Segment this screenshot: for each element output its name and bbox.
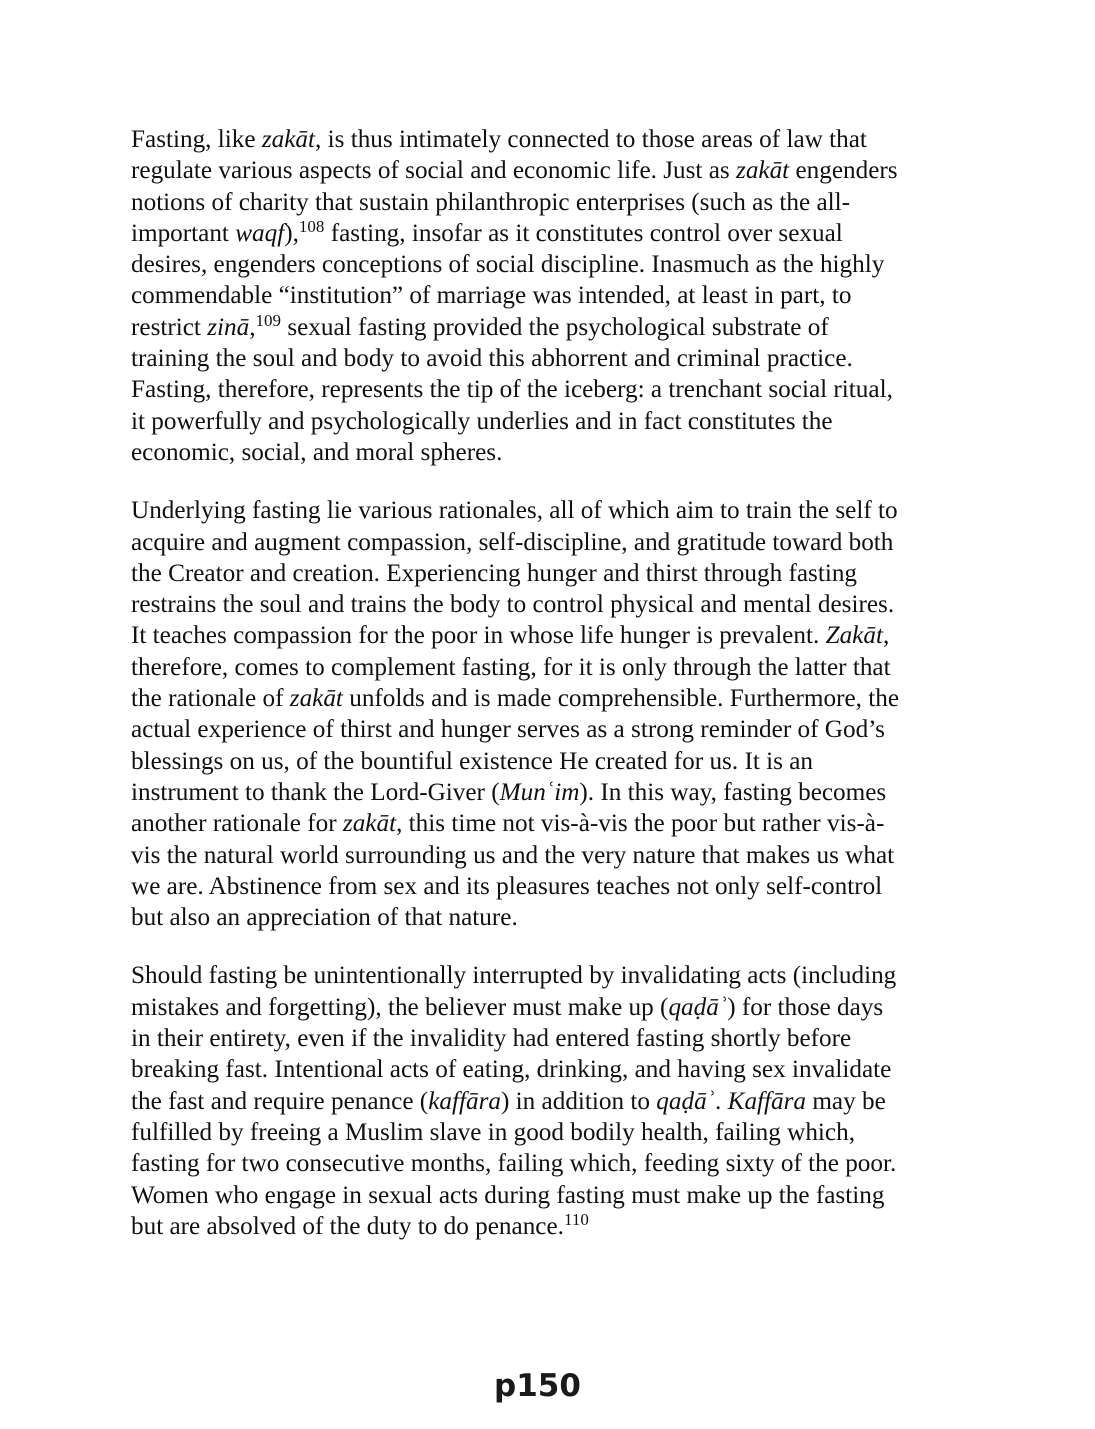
text-run: fulfilled by freeing a Muslim slave in good bodily health, failing which, xyxy=(131,1118,855,1146)
text-run: regulate various aspects of social and economic life. Just as xyxy=(131,157,737,185)
text-run: the Creator and creation. Experiencing hunger and thirst through fasting xyxy=(131,559,858,587)
page-number: p150 xyxy=(494,1368,581,1404)
text-line xyxy=(131,437,965,468)
text-run: ). In this way, fasting becomes xyxy=(579,778,887,806)
text-run: restrict xyxy=(131,313,208,341)
text-run: another rationale for xyxy=(131,810,343,838)
text-line xyxy=(131,1086,965,1117)
text-line xyxy=(131,992,965,1023)
text-line xyxy=(131,777,965,808)
text-line xyxy=(131,558,965,589)
italic-term: zakāt xyxy=(736,157,790,185)
italic-term: kaffāra xyxy=(428,1087,501,1115)
paragraph-3 xyxy=(131,960,965,1242)
text-run: economic, social, and moral spheres. xyxy=(131,438,503,466)
text-line xyxy=(131,1054,965,1085)
text-run: Fasting, like xyxy=(131,126,262,153)
text-run: It teaches compassion for the poor in whose life hunger is prevalent. xyxy=(131,622,826,650)
text-run: in their entirety, even if the invalidity had entered fasting shortly before xyxy=(131,1025,852,1053)
text-line xyxy=(131,840,965,871)
italic-term: zakāt xyxy=(289,685,343,713)
document-body xyxy=(131,124,965,1269)
text-line xyxy=(131,155,965,186)
italic-term: zinā xyxy=(207,313,250,341)
text-run: Women who engage in sexual acts during fasting must make up the fasting xyxy=(131,1181,885,1209)
text-line xyxy=(131,187,965,218)
italic-term: waqf xyxy=(235,219,285,247)
text-line xyxy=(131,1180,965,1211)
text-line xyxy=(131,374,965,405)
italic-term: Kaffāra xyxy=(727,1087,807,1115)
text-run: , xyxy=(249,313,256,341)
text-run: training the soul and body to avoid this abhorrent and criminal practice. xyxy=(131,345,853,373)
text-line xyxy=(131,1023,965,1054)
text-run: may be xyxy=(806,1087,886,1115)
text-line xyxy=(131,808,965,839)
text-line xyxy=(131,218,965,249)
text-run: Underlying fasting lie various rationales, all of which aim to train the self to xyxy=(131,497,898,525)
text-run: Should fasting be unintentionally interrupted by invalidating acts (including xyxy=(131,962,897,990)
text-run: . xyxy=(715,1087,728,1115)
text-run: instrument to thank the Lord-Giver ( xyxy=(131,778,500,806)
text-line xyxy=(131,1148,965,1179)
text-run: important xyxy=(131,219,236,247)
text-run: but also an appreciation of that nature. xyxy=(131,904,518,932)
text-run: the rationale of xyxy=(131,685,290,713)
text-run: , this time not vis-à-vis the poor but rather vis-à- xyxy=(396,810,885,838)
text-line xyxy=(131,124,965,155)
text-run: mistakes and forgetting), the believer must make up ( xyxy=(131,993,669,1021)
text-run: restrains the soul and trains the body to control physical and mental desires. xyxy=(131,591,895,619)
italic-term: qaḍāʾ xyxy=(656,1087,716,1115)
text-run: acquire and augment compassion, self-discipline, and gratitude toward both xyxy=(131,528,894,556)
text-run: fasting, insofar as it constitutes control over sexual xyxy=(324,219,843,247)
paragraph-1 xyxy=(131,124,965,468)
text-run: we are. Abstinence from sex and its pleasures teaches not only self-control xyxy=(131,872,883,900)
text-run: desires, engenders conceptions of social discipline. Inasmuch as the highly xyxy=(131,251,885,279)
text-line xyxy=(131,312,965,343)
text-run: it powerfully and psychologically underlies and in fact constitutes the xyxy=(131,407,833,435)
italic-term: zakāt xyxy=(342,810,397,838)
text-line xyxy=(131,280,965,311)
text-line xyxy=(131,249,965,280)
text-run: actual experience of thirst and hunger serves as a strong reminder of God’s xyxy=(131,716,885,744)
text-line xyxy=(131,1117,965,1148)
text-line xyxy=(131,1211,965,1242)
italic-term: Zakāt xyxy=(825,622,883,650)
text-run: , xyxy=(882,622,890,650)
footnote-ref: 109 xyxy=(255,310,282,330)
text-line xyxy=(131,652,965,683)
text-run: ) in addition to xyxy=(500,1087,657,1115)
italic-term: qaḍāʾ xyxy=(668,993,728,1021)
text-run: ) for those days xyxy=(727,993,884,1021)
text-line xyxy=(131,683,965,714)
text-run: Fasting, therefore, represents the tip of the iceberg: a trenchant social ritual, xyxy=(131,376,893,404)
text-line xyxy=(131,714,965,745)
text-run: vis the natural world surrounding us and the very nature that makes us what xyxy=(131,841,895,869)
text-run: fasting for two consecutive months, failing which, feeding sixty of the poor. xyxy=(131,1150,897,1178)
text-line xyxy=(131,589,965,620)
text-run: but are absolved of the duty to do penance. xyxy=(131,1212,564,1240)
footnote-ref: 110 xyxy=(563,1209,589,1229)
paragraph-2 xyxy=(131,495,965,933)
text-line xyxy=(131,620,965,651)
text-line xyxy=(131,746,965,777)
text-line xyxy=(131,343,965,374)
text-run: blessings on us, of the bountiful existence He created for us. It is an xyxy=(131,747,813,775)
text-line xyxy=(131,527,965,558)
text-line xyxy=(131,902,965,933)
text-run: sexual fasting provided the psychological substrate of xyxy=(281,313,829,341)
text-run: therefore, comes to complement fasting, for it is only through the latter that xyxy=(131,653,891,681)
text-line xyxy=(131,406,965,437)
text-run: commendable “institution” of marriage was intended, at least in part, to xyxy=(131,282,852,310)
text-run: , is thus intimately connected to those areas of law that xyxy=(315,126,867,153)
text-line xyxy=(131,871,965,902)
text-run: breaking fast. Intentional acts of eating, drinking, and having sex invalidate xyxy=(131,1056,892,1084)
text-run: engenders xyxy=(789,157,898,185)
italic-term: zakāt xyxy=(261,126,316,153)
footnote-ref: 108 xyxy=(298,216,325,236)
text-run: unfolds and is made comprehensible. Furthermore, the xyxy=(342,685,900,713)
text-run: ), xyxy=(284,219,299,247)
text-line xyxy=(131,960,965,991)
text-line xyxy=(131,495,965,526)
italic-term: Munʿim xyxy=(499,778,580,806)
text-run: the fast and require penance ( xyxy=(131,1087,429,1115)
text-run: notions of charity that sustain philanthropic enterprises (such as the all- xyxy=(131,188,851,216)
